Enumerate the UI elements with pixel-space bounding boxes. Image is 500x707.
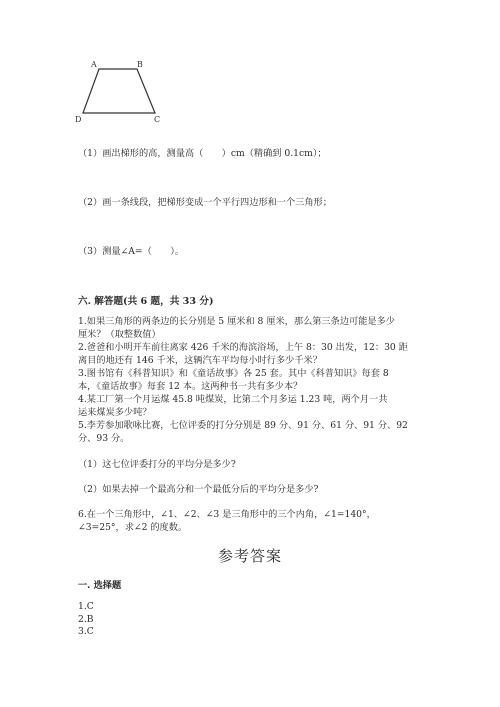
question-line: 4.某工厂第一个月运煤 45.8 吨煤炭，比第二个月多运 1.23 吨，两个月一共 bbox=[78, 394, 388, 405]
question-line: 厘米？（取整数值） bbox=[78, 329, 161, 340]
question-line: 3.图书馆有《科普知识》和《童话故事》各 25 套。其中《科普知识》每套 8 bbox=[78, 368, 389, 379]
vertex-label-b: B bbox=[137, 60, 143, 69]
question-line: 1.如果三角形的两条边的长分别是 5 厘米和 8 厘米，那么第三条边可能是多少 bbox=[78, 316, 395, 327]
question-line: 离目的地还有 146 千米，这辆汽车平均每小时行多少千米？ bbox=[78, 355, 322, 366]
question-line: 本，《童话故事》每套 12 本。这两种书一共有多少本？ bbox=[78, 381, 303, 392]
q5-sub-2: （2）如果去掉一个最高分和一个最低分后的平均分是多少? bbox=[78, 484, 319, 495]
answers-title: 参考答案 bbox=[217, 547, 282, 565]
q6-block bbox=[78, 508, 376, 534]
answers-list bbox=[78, 601, 94, 639]
answer-item: 3.C bbox=[78, 626, 94, 637]
section6-question-block bbox=[78, 315, 408, 445]
vertex-label-a: A bbox=[91, 60, 97, 69]
section6-heading: 六. 解答题(共 6 题，共 33 分) bbox=[78, 296, 214, 307]
question-line: 2.爸爸和小明开车前往离家 426 千米的海滨浴场，上午 8：30 出发，12：30 距 bbox=[78, 342, 408, 353]
vertex-label-c: C bbox=[154, 115, 161, 124]
question-line: 运来煤炭多少吨？ bbox=[78, 407, 152, 418]
q5-sub-1: （1）这七位评委打分的平均分是多少? bbox=[78, 459, 236, 470]
question-line: 分、93 分。 bbox=[78, 433, 130, 444]
trapezoid-shape bbox=[83, 69, 155, 113]
question-line: ∠3=25°，求∠2 的度数。 bbox=[78, 522, 188, 533]
trapezoid-figure bbox=[70, 55, 170, 130]
question-line: 6.在一个三角形中，∠1、∠2、∠3 是三角形中的三个内角，∠1=140°， bbox=[78, 509, 376, 520]
figure-question-2: （2）画一条线段，把梯形变成一个平行四边形和一个三角形； bbox=[78, 197, 332, 208]
answer-item: 1.C bbox=[78, 601, 94, 612]
vertex-label-d: D bbox=[75, 115, 82, 124]
answers-section1-heading: 一. 选择题 bbox=[78, 580, 122, 591]
figure-question-3: （3）测量∠A=（ ）。 bbox=[78, 246, 184, 257]
answer-item: 2.B bbox=[78, 613, 94, 625]
figure-question-1: （1）画出梯形的高，测量高（ ）cm（精确到 0.1cm）； bbox=[78, 148, 327, 159]
question-line: 5.李芳参加歌咏比赛，七位评委的打分分别是 89 分、91 分、61 分、91 分、92 bbox=[78, 420, 408, 431]
